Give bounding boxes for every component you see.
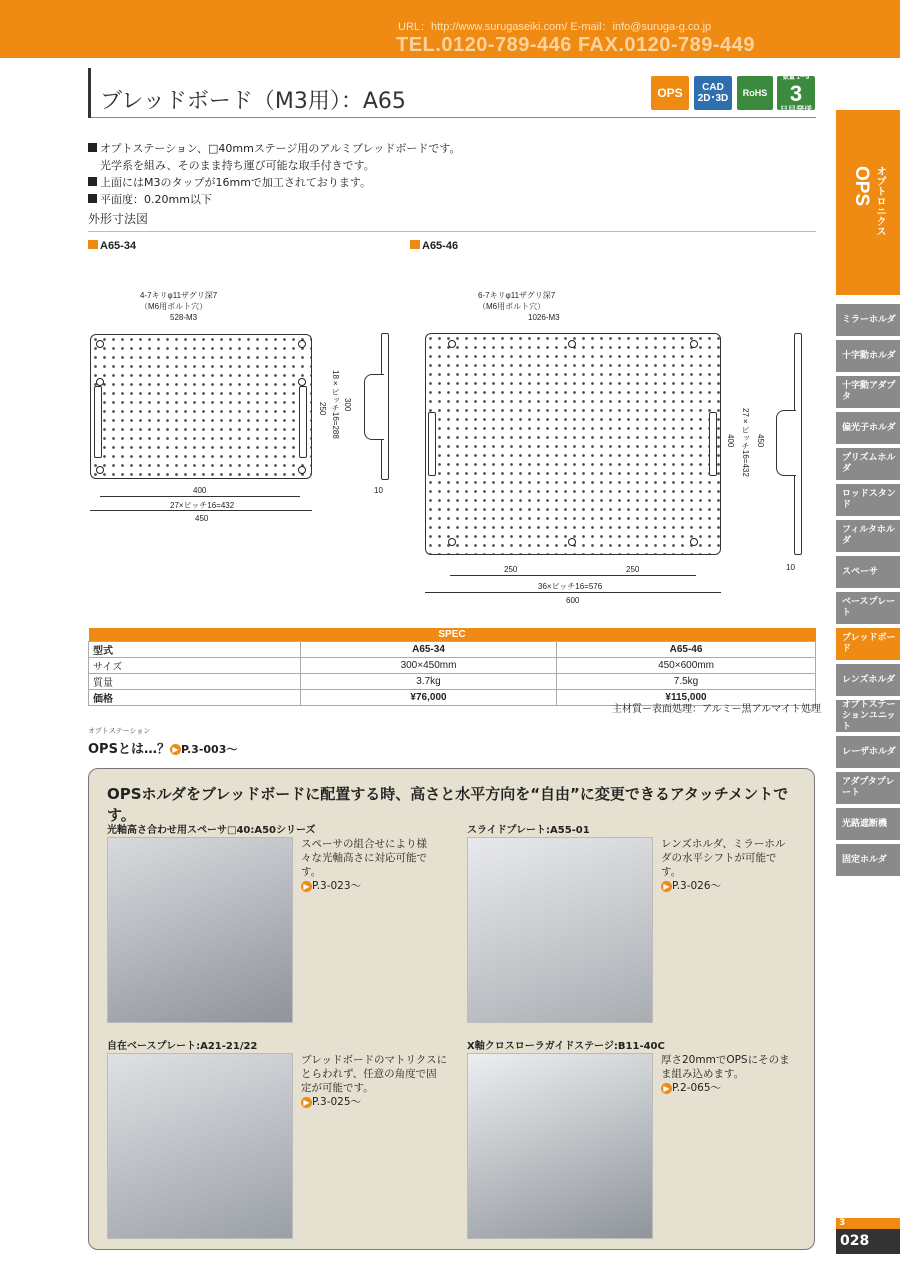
spec-cell: 7.5kg <box>557 673 816 689</box>
attachments-box <box>88 768 815 1250</box>
drawing-a-d400: 400 <box>193 486 207 495</box>
ops-category-en: OPS <box>851 166 872 207</box>
header-url[interactable]: URL：http://www.surugaseiki.com/ E-mail：info@suruga-g.co.jp <box>398 21 712 33</box>
orange-square-icon <box>410 240 420 249</box>
accessory-page-link[interactable]: P.3-025〜 <box>312 1096 362 1108</box>
cad-badge <box>694 76 732 110</box>
ops-badge: OPS <box>651 76 689 110</box>
sidebar-item-active[interactable]: ブレッドボード <box>836 628 900 660</box>
mount-hole <box>448 340 456 348</box>
mount-hole <box>298 340 306 348</box>
spec-cell: ¥115,000 <box>557 689 816 705</box>
outline-heading: 外形寸法図 <box>88 210 816 232</box>
sidebar-item[interactable]: レーザホルダ <box>836 736 900 768</box>
spec-table <box>88 628 816 706</box>
page-number-box <box>836 1218 900 1254</box>
accessory-page-link[interactable]: P.3-026〜 <box>672 880 722 892</box>
accessory-desc <box>661 837 785 893</box>
sidebar-item[interactable]: 固定ホルダ <box>836 844 900 876</box>
ops-category-jp: オプトロニクス <box>874 166 885 236</box>
sidebar-item[interactable]: アダプタプレート <box>836 772 900 804</box>
dim-line <box>100 496 300 497</box>
mount-hole <box>298 466 306 474</box>
sidebar-item[interactable]: スペーサ <box>836 556 900 588</box>
breadboard-a-plate <box>90 334 312 479</box>
drawing-b-note1: 6-7キリφ11ザグリ深7 <box>478 291 556 300</box>
arrow-right-icon: ▶ <box>661 881 672 892</box>
accessory-desc-line: す。 <box>661 866 682 878</box>
drawing-b-note2: （M6用ボルト穴） <box>478 302 546 311</box>
sidebar-item[interactable]: フィルタホルダ <box>836 520 900 552</box>
accessory-desc-line: レンズホルダ、ミラーホル <box>661 838 786 850</box>
cad-label: CAD <box>702 82 724 93</box>
drawing-a-d450: 450 <box>195 514 209 523</box>
side-view-handle <box>776 410 796 476</box>
mount-hole <box>298 378 306 386</box>
accessory-title: X軸クロスローラガイドステージ:B11-40C <box>467 1041 665 1052</box>
accessory-page-link[interactable]: P.3-023〜 <box>312 880 362 892</box>
accessory-desc <box>301 837 427 893</box>
sidebar-item[interactable]: オプトステーションユニット <box>836 700 900 732</box>
spec-header: SPEC <box>89 628 816 641</box>
drawing-b-model: A65-46 <box>422 240 459 252</box>
drawing-a-d10: 10 <box>374 486 383 495</box>
spec-cell: A65-34 <box>301 641 557 657</box>
sidebar-item[interactable]: 光路遮断機 <box>836 808 900 840</box>
header-bar <box>0 0 900 58</box>
drawing-b-pitch-h: 36×ピッチ16=576 <box>538 582 603 591</box>
accessory-desc <box>661 1053 790 1095</box>
arrow-right-icon: ▶ <box>301 1097 312 1108</box>
ops-ref[interactable] <box>88 738 237 757</box>
arrow-right-icon: ▶ <box>170 744 181 755</box>
sidebar-item[interactable]: 偏光子ホルダ <box>836 412 900 444</box>
accessory-title: スライドプレート:A55-01 <box>467 825 590 836</box>
breadboard-b-plate <box>425 333 721 555</box>
drawing-b-d10: 10 <box>786 563 795 572</box>
accessory-desc-line: 々な光軸高さに対応可能で <box>301 852 427 864</box>
drawing-a-d300: 300 <box>343 398 352 412</box>
accessory-desc-line: ダの水平シフトが可能で <box>661 852 777 864</box>
orange-square-icon <box>88 240 98 249</box>
title-accent-line <box>88 68 91 118</box>
header-tel: TEL.0120-789-446 FAX.0120-789-449 <box>396 34 755 56</box>
handle-slot <box>428 412 436 476</box>
ops-ref-small: オプトステーション <box>88 727 151 735</box>
sidebar-item[interactable]: 十字動ホルダ <box>836 340 900 372</box>
dim-line <box>450 575 696 576</box>
intro-line-1b: 光学系を組み、そのまま持ち運び可能な取手付きです。 <box>100 159 375 172</box>
drawing-a-label <box>88 240 136 252</box>
dim-line <box>90 510 312 511</box>
mount-hole <box>96 466 104 474</box>
drawing-b-d250a: 250 <box>504 565 518 574</box>
drawing-a-note3: 528-M3 <box>170 313 198 322</box>
accessory-page-link[interactable]: P.2-065〜 <box>672 1082 722 1094</box>
ship-days: 3 <box>789 81 803 106</box>
mount-hole <box>690 340 698 348</box>
sidebar-item[interactable]: 十字動アダプタ <box>836 376 900 408</box>
drawing-a-note2: （M6用ボルト穴） <box>140 302 208 311</box>
ops-ref-text: OPSとは…？ <box>88 742 170 757</box>
page-number: 028 <box>836 1229 900 1254</box>
cad-sub-label: 2D･3D <box>697 93 729 104</box>
stage-product-image <box>467 1053 653 1239</box>
mount-hole <box>96 340 104 348</box>
spec-row-label: 質量 <box>89 673 301 689</box>
bullet-square <box>88 194 97 203</box>
drawing-b-note3: 1026-M3 <box>528 313 560 322</box>
intro-text <box>88 140 461 208</box>
sidebar-item[interactable]: ミラーホルダ <box>836 304 900 336</box>
sidebar-item[interactable]: レンズホルダ <box>836 664 900 696</box>
chapter-number: 3 <box>836 1218 900 1229</box>
drawing-b-d600: 600 <box>566 596 580 605</box>
drawing-a-pitch-h: 27×ピッチ16=432 <box>170 501 235 510</box>
accessory-desc <box>301 1053 447 1109</box>
drawing-a-note1: 4-7キリφ11ザグリ深7 <box>140 291 218 300</box>
ship-qty: 数量 1〜9 <box>782 75 810 81</box>
sidebar-item[interactable]: プリズムホルダ <box>836 448 900 480</box>
ops-category-tab[interactable] <box>836 110 900 295</box>
drawing-a-d250: 250 <box>318 402 327 416</box>
accessory-desc-line: 厚さ20mmでOPSにそのま <box>661 1054 790 1066</box>
base-plate-product-image <box>107 1053 293 1239</box>
drawing-b-d250b: 250 <box>626 565 640 574</box>
arrow-right-icon: ▶ <box>661 1083 672 1094</box>
spec-cell: A65-46 <box>557 641 816 657</box>
handle-slot <box>299 386 307 458</box>
bullet-square <box>88 177 97 186</box>
bullet-square <box>88 143 97 152</box>
spec-row-label: 価格 <box>89 689 301 705</box>
slide-plate-product-image <box>467 837 653 1023</box>
drawing-b-d450: 450 <box>756 434 765 448</box>
drawing-b-label <box>410 240 458 252</box>
shipping-badge <box>777 75 815 114</box>
material-note: 主材質ー表面処理：アルミー黒アルマイト処理 <box>612 704 821 715</box>
spec-row-label: 型式 <box>89 641 301 657</box>
accessory-desc-line: とらわれず、任意の角度で固 <box>301 1068 437 1080</box>
dim-line <box>425 592 721 593</box>
accessory-desc-line: ブレッドボードのマトリクスに <box>301 1054 448 1066</box>
drawing-a-model: A65-34 <box>100 240 137 252</box>
accessory-desc-line: す。 <box>301 866 322 878</box>
handle-slot <box>94 386 102 458</box>
accessory-desc-line: スペーサの組合せにより様 <box>301 838 427 850</box>
page-title: ブレッドボード（M3用）：A65 <box>100 89 406 114</box>
intro-line-3: 平面度：0.20mm以下 <box>100 193 212 206</box>
mount-hole <box>690 538 698 546</box>
mount-hole <box>448 538 456 546</box>
accessory-desc-line: ま組み込めます。 <box>661 1068 745 1080</box>
side-view-handle <box>364 374 384 440</box>
spec-cell: 3.7kg <box>301 673 557 689</box>
mount-hole <box>568 340 576 348</box>
intro-line-1: オプトステーション、□40mmステージ用のアルミブレッドボードです。 <box>100 142 461 155</box>
ops-ref-page[interactable]: P.3-003〜 <box>180 743 238 756</box>
sidebar-item[interactable]: ベースプレート <box>836 592 900 624</box>
arrow-right-icon: ▶ <box>301 881 312 892</box>
spacer-product-image <box>107 837 293 1023</box>
attachments-heading: OPSホルダをブレッドボードに配置する時、高さと水平方向を“自由”に変更できるアタッチメントです。 <box>107 785 789 824</box>
accessory-title: 光軸高さ合わせ用スペーサ□40:A50シリーズ <box>107 825 316 836</box>
accessory-title: 自在ベースプレート:A21-21/22 <box>107 1041 258 1052</box>
drawing-a-pitch-v: 18×ピッチ16=288 <box>331 370 340 439</box>
rohs-badge: RoHS <box>737 76 773 110</box>
spec-cell: ¥76,000 <box>301 689 557 705</box>
intro-line-2: 上面にはM3のタップが16mmで加工されております。 <box>100 176 372 189</box>
spec-row-label: サイズ <box>89 657 301 673</box>
sidebar-item[interactable]: ロッドスタンド <box>836 484 900 516</box>
drawing-b-pitch-v: 27×ピッチ16=432 <box>741 408 750 477</box>
mount-hole <box>96 378 104 386</box>
spec-cell: 300×450mm <box>301 657 557 673</box>
handle-slot <box>709 412 717 476</box>
ship-label: 日目発送 <box>780 105 812 114</box>
spec-cell: 450×600mm <box>557 657 816 673</box>
mount-hole <box>568 538 576 546</box>
drawing-b-d400: 400 <box>726 434 735 448</box>
accessory-desc-line: 定が可能です。 <box>301 1082 374 1094</box>
